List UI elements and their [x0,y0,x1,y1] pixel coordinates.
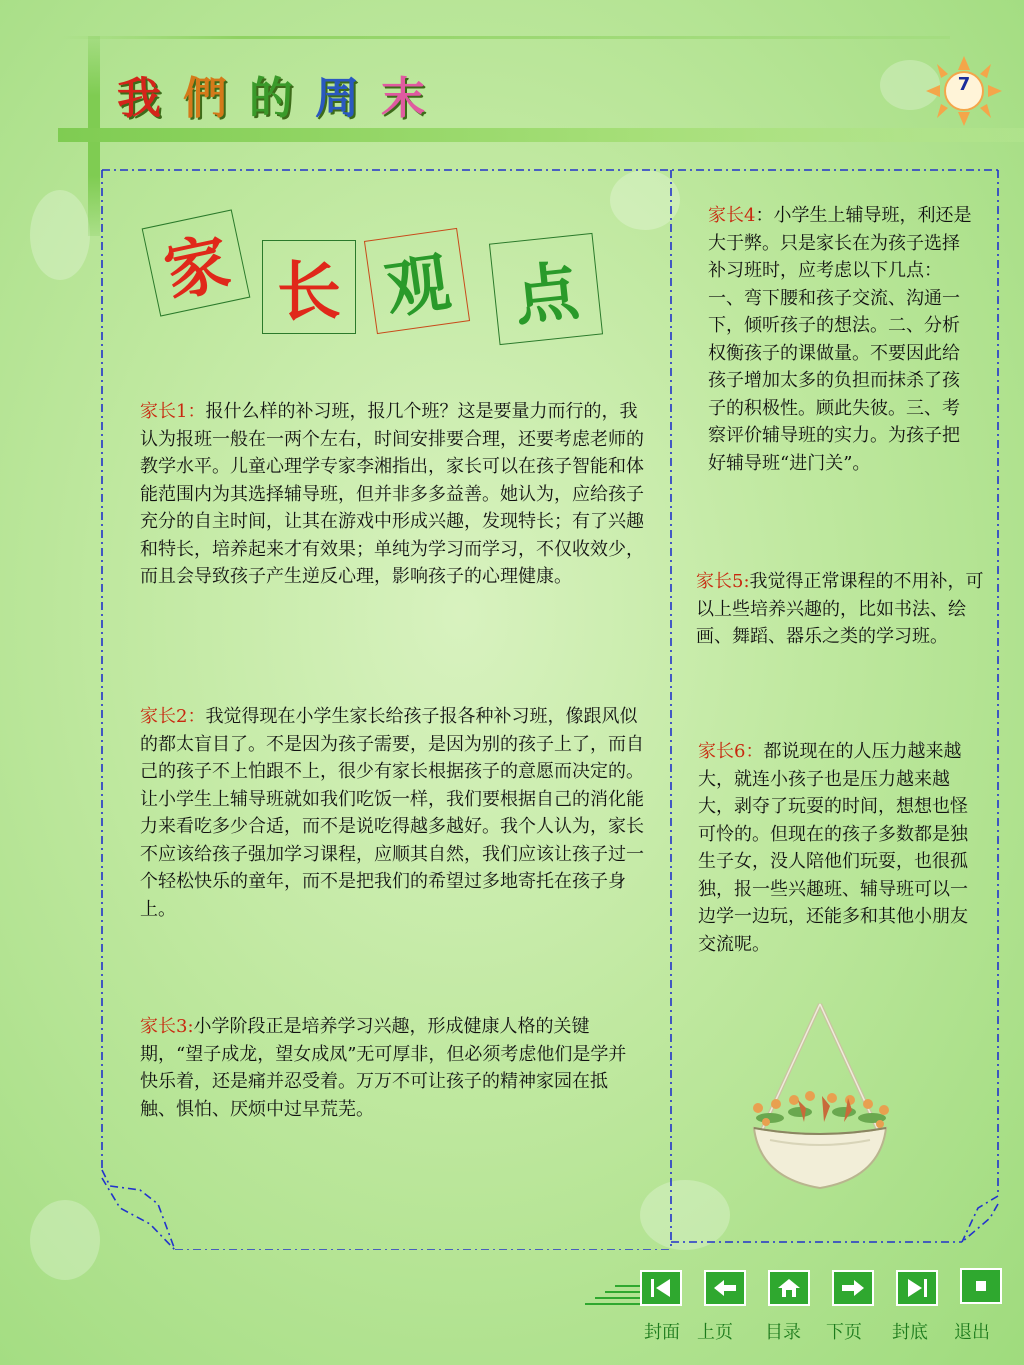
opinion-text: 我觉得现在小学生家长给孩子报各种补习班，像跟风似的都太盲目了。不是因为孩子需要，是因为别的孩子上了，而自己的孩子不上怕跟不上，很少有家长根据孩子的意愿而决定的。让小学生上辅导班就如我们吃饭一样，我们要根据自己的消化能力来看吃多少合适，而不是说吃得越多越好。我个人认为，家长不应该给孩子强加学习课程，应顺其自然，我们应该让孩子过一个轻松快乐的童年，而不是把我们的希望过多地寄托在孩子身上。 [140,706,644,920]
parent-opinion-1 [140,398,654,591]
nav-label-exit[interactable]: 退出 [954,1322,990,1343]
parent-opinion-6 [698,738,974,958]
parent-opinion-3 [140,1013,630,1123]
heading-stamp: 观 [364,228,470,334]
skip-first-icon [648,1277,674,1299]
title-char: 我 [117,73,161,124]
parent-label: 家长3: [140,1016,194,1037]
skip-last-icon [904,1277,930,1299]
title-char: 的 [249,73,293,124]
contents-button[interactable] [768,1270,810,1306]
butterfly-decoration [30,190,90,280]
heading-stamp: 长 [262,240,356,334]
page-number: 7 [957,74,971,95]
header-top-line [60,36,950,39]
parent-opinion-5 [696,568,988,651]
nav-stripes-decoration [585,1278,645,1312]
arrow-right-icon [840,1277,866,1299]
opinion-text: 都说现在的人压力越来越大，就连小孩子也是压力越来越大，剥夺了玩耍的时间，想想也怪可怜的。但现在的孩子多数都是独生子女，没人陪他们玩耍，也很孤独，报一些兴趣班、辅导班可以一边学一边玩，还能多和其他小朋友交流呢。 [698,741,968,955]
parent-label: 家长2： [140,706,206,727]
opinion-text: 我觉得正常课程的不用补，可以上些培养兴趣的，比如书法、绘画、舞蹈、器乐之类的学习班。 [696,571,984,647]
parent-opinion-4 [708,202,976,477]
next-page-button[interactable] [832,1270,874,1306]
butterfly-decoration [30,1200,100,1280]
title-char: 末 [381,73,425,124]
last-page-button[interactable] [896,1270,938,1306]
title-char: 周 [315,73,359,124]
heading-stamp: 家 [142,209,251,316]
parent-label: 家长5: [696,571,750,592]
first-page-button[interactable] [640,1270,682,1306]
parent-label: 家长4 [708,205,756,226]
opinion-text: 报什么样的补习班，报几个班？这是要量力而行的，我认为报班一般在一两个左右，时间安排要合理，还要考虑老师的教学水平。儿童心理学专家李湘指出，家长可以在孩子智能和体能范围内为其选择辅导班，但并非多多益善。她认为，应给孩子充分的自主时间，让其在游戏中形成兴趣，发现特长；有了兴趣和特长，培养起来才有效果；单纯为学习而学习，不仅收效少，而且会导致孩子产生逆反心理，影响孩子的心理健康。 [140,401,644,587]
opinion-text: 小学阶段正是培养学习兴趣，形成健康人格的关键期，“望子成龙，望女成凤”无可厚非，但必须考虑他们是学并快乐着，还是痛并忍受着。万万不可让孩子的精神家园在抵触、惧怕、厌烦中过早荒芜。 [140,1016,627,1120]
nav-label-contents[interactable]: 目录 [765,1322,801,1343]
parent-label: 家长6： [698,741,764,762]
stop-icon [970,1275,992,1297]
nav-label-prev[interactable]: 上页 [697,1322,733,1343]
parent-label: 家长1： [140,401,206,422]
title-char: 們 [183,73,227,124]
nav-label-cover[interactable]: 封面 [644,1322,680,1343]
home-icon [776,1277,802,1299]
previous-page-button[interactable] [704,1270,746,1306]
nav-label-next[interactable]: 下页 [826,1322,862,1343]
arrow-left-icon [712,1277,738,1299]
exit-button[interactable] [960,1268,1002,1304]
opinion-text: ：小学生上辅导班，利还是大于弊。只是家长在为孩子选择补习班时，应考虑以下几点：一、弯下腰和孩子交流、沟通一下，倾听孩子的想法。二、分析权衡孩子的课做量。不要因此给孩子增加太多的负担而抹杀了孩子的积极性。顾此失彼。三、考察评价辅导班的实力。为孩子把好辅导班“进门关”。 [708,205,972,474]
hanging-flower-basket-icon [740,1000,900,1195]
page-title [108,62,434,132]
parent-opinion-2 [140,703,654,923]
heading-stamp: 点 [489,233,603,345]
nav-label-back-cover[interactable]: 封底 [892,1322,928,1343]
